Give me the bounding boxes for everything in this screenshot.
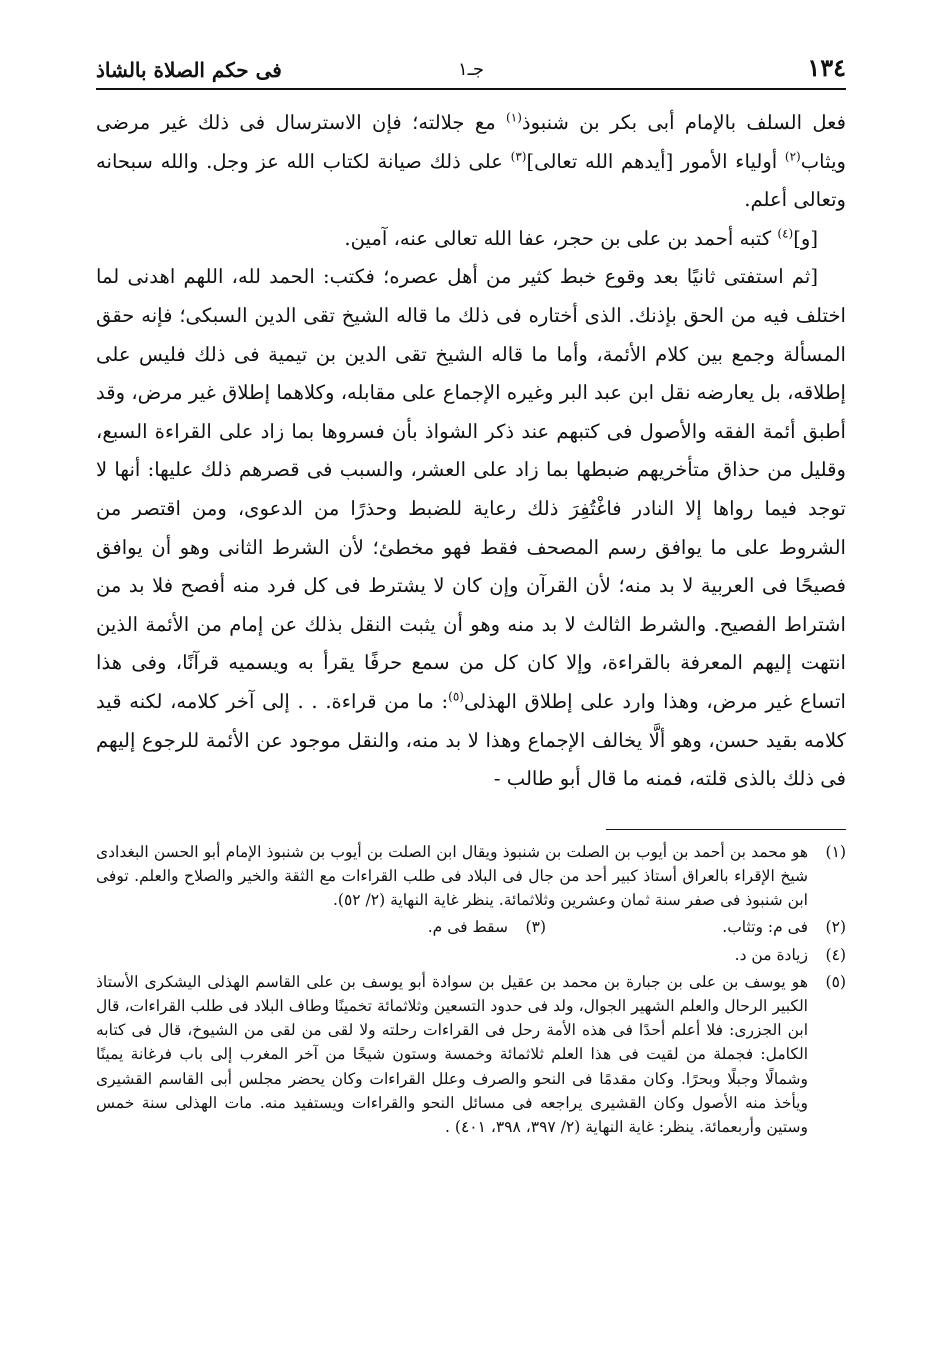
running-title: فى حكم الصلاة بالشاذ	[96, 58, 282, 82]
footnote-4	[96, 943, 846, 967]
paragraph-3	[96, 258, 846, 798]
text-run: على ذلك صيانة لكتاب الله عز وجل. والله سبحانه وتعالى أعلم.	[96, 149, 846, 212]
volume-label: جـ١	[457, 59, 485, 80]
paragraph-2	[96, 220, 846, 259]
footnote-text: هو يوسف بن على بن جبارة بن محمد بن عقيل بن سوادة أبو يوسف بن على القاسم الهذلى اليشكرى الأستاذ الكبير الرحال والعلم الشهير الجوال، ولد فى حدود التسعين وثلاثمائة تخمينًا وطاف البلاد فى طلب القراءات، قال ابن الجزرى: فلا أعلم أحدًا فى هذه الأمة رحل فى القراءات رحلته ولا لقى من لقى من الشيوخ، قال فى كتابه الكامل: فجملة من لقيت فى هذا العلم ثلاثمائة وخمسة وستون شيخًا من آخر المغرب إلى باب فرغانة يمينًا وشمالًا وجبلًا وبحرًا. وكان مقدمًا فى النحو والصرف وعلل القراءات وكان يحضر مجلس أبى القاسم القشيرى ويأخذ منه الأصول وكان القشيرى يراجعه فى مسائل النحو والقراءات ويستفيد منه. مات الهذلى سنة خمس وستين وأربعمائة. ينظر: غاية النهاية (٢/ ٣٩٧، ٣٩٨، ٤٠١) .	[96, 972, 808, 1136]
footnote-number: (٣)	[525, 918, 546, 937]
text-run: [ثم استفتى ثانيًا بعد وقوع خبط كثير من أهل عصره؛ فكتب: الحمد لله، اللهم اهدنى لما اختلف فيه من الحق بإذنك. الذى أختاره فى ذلك ما قاله الشيخ تقى الدين السبكى؛ فإنه حقق المسألة وجمع بين كلام الأئمة، وأما ما قاله الشيخ تقى الدين بن تيمية فى ذلك فليس على إطلاقه، بل يعارضه نقل ابن عبد البر وغيره الإجماع على مقابله، وكلاهما إطلاق غير مرض، وقد أطبق أئمة الفقه والأصول فى كتبهم عند ذكر الشواذ بأن فسروها بما زاد على القراءة السبع، وقليل من حذاق متأخريهم ضبطها بما زاد على العشر، والسبب فى قصرهم ذلك عليها: أنها لا توجد فيما رواها إلا النادر فاغْتُفِرَ ذلك رعاية للضبط وحذرًا من الدعوى، ومن اقتصر من الشروط على ما يوافق رسم المصحف فقط فهو مخطئ؛ لأن الشرط الثانى وهو أن يوافق فصيحًا فى العربية لا بد منه؛ لأن القرآن وإن كان لا يشترط فى كل فرد منه أفصح فلا بد من اشتراط الفصيح. والشرط الثالث لا بد منه وهو أن يثبت النقل بذلك عن إمام من الأئمة الذين انتهت إليهم المعرفة بالقراءة، وإلا كان كل من سمع حرفًا يقرأ به ويسميه قرآنًا، وفى هذا اتساع غير مرض، وهذا وارد على إطلاق الهذلى	[96, 265, 847, 713]
footnote-number: (٥)	[825, 972, 846, 991]
footnote-2	[546, 915, 846, 939]
text-run: [و]	[793, 226, 818, 250]
footnote-text: فى م: وتثاب.	[722, 918, 808, 937]
footnote-number: (١)	[825, 842, 846, 861]
footnote-text: سقط فى م.	[427, 918, 508, 937]
footnote-ref-1: (١)	[506, 110, 522, 125]
footnote-number: (٤)	[825, 945, 846, 964]
text-run: أولياء الأمور [أيدهم الله تعالى]	[526, 149, 785, 173]
text-run: فعل السلف بالإمام أبى بكر بن شنبوذ	[521, 111, 846, 134]
book-page	[96, 40, 846, 1340]
footnote-ref-3: (٣)	[510, 149, 527, 164]
footnote-text: زيادة من د.	[734, 945, 808, 964]
footnote-3	[246, 915, 546, 939]
footnote-text: هو محمد بن أحمد بن أيوب بن الصلت بن شنبوذ ويقال ابن الصلت بن أيوب بن شنبوذ الإمام أبو الحسن البغدادى شيخ الإقراء بالعراق أستاذ كبير أحد من جال فى البلاد فى طلب القراءات مع الثقة والخير والصلاح والعلم. توفى ابن شنبوذ فى صفر سنة ثمان وعشرين وثلاثمائة. ينظر غاية النهاية (٢/ ٥٢).	[96, 842, 808, 910]
footnotes	[96, 840, 846, 1139]
text-run: مع جلالته؛ فإن الاسترسال فى ذلك غير مرضى ويثاب	[96, 111, 846, 173]
footnote-1	[96, 840, 846, 913]
footnote-ref-5: (٥)	[448, 689, 464, 704]
footnote-ref-2: (٢)	[784, 149, 801, 164]
page-number: ١٣٤	[807, 53, 846, 82]
footnotes-2-3	[96, 915, 846, 939]
main-text	[96, 104, 846, 799]
footnote-ref-4: (٤)	[777, 226, 794, 241]
text-run: : ما من قراءة. . . إلى آخر كلامه، لكنه قيد كلامه بقيد حسن، وهو ألَّا يخالف الإجماع وهذا لا بد منه، والنقل موجود عن الأئمة للرجوع إليهم فى ذلك بالذى قلته، فمنه ما قال أبو طالب -	[96, 689, 846, 791]
footnote-5	[96, 970, 846, 1139]
footnote-divider	[606, 829, 846, 830]
text-run: كتبه أحمد بن على بن حجر، عفا الله تعالى عنه، آمين.	[344, 226, 778, 250]
page-header	[96, 40, 846, 90]
footnote-number: (٢)	[825, 918, 846, 937]
paragraph-1	[96, 104, 846, 220]
